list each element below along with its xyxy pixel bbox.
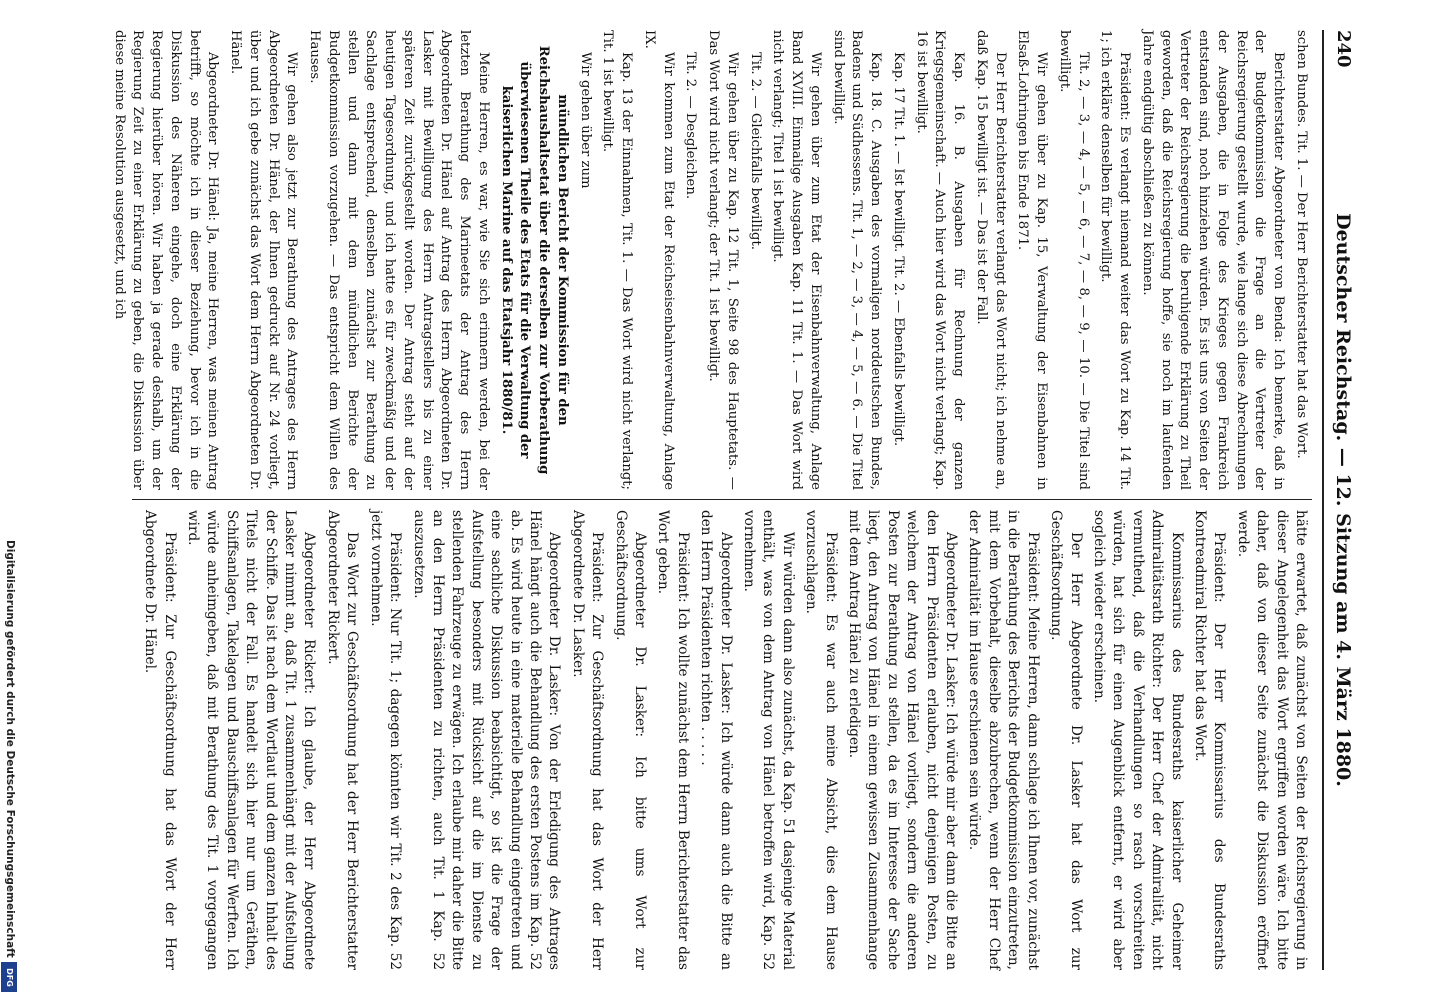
right-paragraph: Der Herr Abgeordnete Dr. Lasker hat das Wort zur Geschäftsordnung. [1048, 510, 1084, 970]
left-paragraph: schen Bundes. Tit. 1. — Der Herr Berichterstatter hat das Wort. [1294, 30, 1309, 459]
left-paragraph: Tit. 2. — Gleichfalls bewilligt. [747, 52, 763, 250]
right-paragraph: Abgeordneter Dr. Lasker: Ich würde dann auch die Bitte an den Herrn Präsidenten richten . . . . . [698, 510, 734, 970]
right-column [136, 510, 1310, 970]
side-credit [2, 540, 18, 995]
right-paragraph: Wir würden dann also zunächst, da Kap. 51 dasjenige Material enthält, was von dem Antrag von Hänel betroffen wird, Kap. 52 vornehmen. [741, 510, 796, 970]
right-paragraph: Präsident: Zur Geschäftsordnung hat das Wort der Herr Abgeordnete Dr. Hänel. [142, 510, 178, 970]
right-paragraph: Kommissarius des Bundesraths kaiserlicher Geheimer Admiralitätsrath Richter: Der Herr Chef der Admiralität, nicht vermuthend, daß die Verhandlungen so rasch vorschreiten würden, hat sich für einen Augenblick entfernt, er wird aber sogleich wieder erscheinen. [1090, 510, 1185, 970]
right-paragraph: Abgeordneter Rickert: Ich glaube, der Herr Abgeordnete Lasker nimmt an, daß Tit. 1 zusammenhängt mit der Aufstellung der Schiffe. Das ist nach dem Wortlaut und dem ganzen Inhalt des Titels nicht der Fall. Es handelt sich hier nur um Geräthen, Schiffsanlagen, Takelagen und Bauschiffsanlagen für Werften. Ich würde anheimgeben, daß mit Berathung des Tit. 1 vorgegangen wird. [185, 510, 318, 970]
left-paragraph: Berichterstatter Abgeordneter von Benda: Ich bemerke, daß in der Budgetkommission die Frage an die Vertreter der Reichsregierung gestellt wurde, wie lange sich diese Abrechnungen der Ausgaben, die in Folge des Krieges gegen Frankreich entstanden sind, noch hinziehen würden. Es ist uns von Seiten der Vertreter der Reichsregierung die beruhigende Erklärung zu Theil geworden, daß die Reichsregierung hoffe, sie noch im laufenden Jahre endgültig abschließen zu können. [1140, 30, 1287, 490]
right-paragraph: hätte erwartet, daß zunächst von Seiten der Reichsregierung in dieser Angelegenheit das Wort ergriffen worden wäre. Ich bitte daher, daß von dieser Seite zunächst die Diskussion eröffnet werde. [1234, 510, 1309, 970]
column-divider [132, 499, 1312, 500]
right-paragraph: Abgeordneter Dr. Lasker: Ich würde mir aber dann die Bitte an den Herrn Präsidenten erlauben, nicht denjenigen Posten, zu welchem der Antrag von Hänel vorliegt, sondern die anderen Posten zur Berathung zu stellen, da es im Interesse der Sache liegt, den Antrag von Hänel in einem gewissen Zusammenhange mit dem Antrag Hänel zu erledigen. [846, 510, 960, 970]
digitization-credit: Digitalisierung gefördert durch die Deutsche Forschungsgemeinschaft [4, 540, 16, 958]
scanned-page [72, 0, 1372, 1000]
right-paragraph: Präsident: Meine Herren, dann schlage ich Ihnen vor, zunächst in die Berathung des Berichts der Budgetkommission einzutreten, mit dem Vorbehalt, dieselbe abzubrechen, wenn der Herr Chef der Admiralität im Hause erschienen sein würde. [966, 510, 1041, 970]
left-paragraph: Wir gehen also jetzt zur Berathung des Antrages des Herrn Abgeordneten Dr. Hänel, der Ihnen gedruckt auf Nr. 24 vorliegt, über und ich gebe zunächst das Wort dem Herrn Abgeordneten Dr. Hänel. [228, 30, 300, 490]
left-paragraph: Wir kommen zum Etat der Reichseisenbahnverwaltung, Anlage IX. [642, 30, 676, 490]
left-paragraph: Kap. 16. B. Ausgaben für Rechnung der ganzen Kriegsgemeinschaft. — Auch hier wird das Wort nicht verlangt; Kap. 16 ist bewilligt. [913, 30, 967, 490]
page-title: Deutscher Reichstag. — 12. Sitzung am 4. März 1880. [1332, 213, 1354, 787]
left-paragraph: Wir gehen über zu Kap. 12 Tit. 1, Seite 98 des Hauptetats. — Das Wort wird nicht verlangt; der Tit. 1 ist bewilligt. [706, 30, 740, 490]
left-paragraph: Wir gehen über zum [577, 52, 593, 189]
right-paragraph: Abgeordneter Dr. Lasker: Ich bitte ums Wort zur Geschäftsordnung. [612, 510, 648, 970]
right-paragraph: Präsident: Nur Tit. 1; dagegen könnten wir Tit. 2 des Kap. 52 jetzt vornehmen. [367, 510, 404, 970]
right-paragraph: Präsident: Ich wollte zunächst dem Herrn Berichterstatter das Wort geben. [655, 510, 691, 970]
right-paragraph: Präsident: Zur Geschäftsordnung hat das Wort der Herr Abgeordnete Dr. Lasker. [569, 510, 606, 970]
right-paragraph: Das Wort zur Geschäftsordnung hat der Herr Berichterstatter Abgeordneter Rickert. [324, 510, 361, 970]
left-column [105, 30, 1310, 490]
running-head [1322, 30, 1358, 970]
dfg-logo-text: DFG [4, 967, 14, 987]
left-paragraph: Präsident: Es verlangt niemand weiter das Wort zu Kap. 14 Tit. 1; ich erkläre denselben für bewilligt. [1098, 30, 1133, 490]
dfg-logo [1, 962, 17, 992]
left-paragraph: Wir gehen über zu Kap. 15, Verwaltung der Eisenbahnen in Elsaß-Lothringen bis Ende 1871. [1015, 30, 1050, 490]
left-paragraph: Kap. 13 der Einnahmen, Tit. 1. — Das Wort wird nicht verlangt; Tit. 1 ist bewilligt. [600, 30, 635, 490]
left-paragraph: Meine Herren, es war, wie Sie sich erinnern werden, bei der letzten Berathung des Marineetats der Antrag des Herrn Abgeordneten Dr. Hänel auf Antrag des Herrn Abgeordneten Dr. Lasker mit Bewilligung des Herrn Antragstellers bis zu einer späteren Zeit zurückgestellt worden. Der Antrag steht auf der heutigen Tagesordnung, und ich hatte es für zweckmäßig und der Sachlage entsprechend, denselben zunächst zur Berathung zu stellen und dann mit dem mündlichen Berichte der Budgetkommission vorzugehen. — Das entspricht dem Willen des Hauses. [307, 30, 491, 490]
left-paragraph: Der Herr Berichterstatter verlangt das Wort nicht; ich nehme an, daß Kap. 15 bewilligt ist. — Das ist der Fall. [974, 30, 1008, 490]
left-paragraph: Abgeordneter Dr. Hänel: Ja, meine Herren, was meinen Antrag betrifft, so möchte ich in dieser Beziehung, bevor ich in die Diskussion des Näheren eingehe, doch eine Erklärung der Regierung hierüber hören. Wir haben ja gerade deshalb, um der Regierung Zeit zu einer Erklärung zu geben, die Diskussion über diese meine Resolution ausgesetzt, und ich [111, 30, 221, 490]
left-paragraph: Tit. 2. — Desgleichen. [683, 52, 699, 200]
right-paragraph: Präsident: Es war auch meine Absicht, dies dem Hause vorzuschlagen. [803, 510, 839, 970]
left-paragraph: Kap. 17 Tit. 1. — Ist bewilligt. Tit. 2. — Ebenfalls bewilligt. [891, 52, 906, 447]
right-paragraph: Präsident: Der Herr Kommissarius des Bundesraths Kontreadmiral Richter hat das Wort. [1191, 510, 1228, 970]
left-paragraph: Wir gehen über zum Etat der Eisenbahnverwaltung, Anlage Band XVIII. Einmalige Ausgaben Kap. 11 Tit. 1. — Das Wort wird nicht verlangt; Titel 1 ist bewilligt. [770, 30, 823, 490]
section-heading: mündlichen Bericht der Kommission für den Reichshaushaltsetat über die derselben zur Vorberathung überwiesenen Theile des Etats für die Verwaltung der kaiserlichen Marine auf das Etatsjahr 1880/81. [498, 45, 570, 475]
left-paragraph: Kap. 18. C. Ausgaben des vormaligen norddeutschen Bundes, Badens und Südhessens. Tit. 1, — 2, — 3, — 4, — 5, — 6. — Die Titel sind bewilligt. [830, 30, 884, 490]
page-number: 240 [1333, 30, 1354, 68]
left-paragraph: Tit. 2, — 3, — 4, — 5, — 6, — 7, — 8, — 9, — 10. — Die Titel sind bewilligt. [1057, 30, 1091, 490]
right-paragraph: Abgeordneter Dr. Lasker: Von der Erledigung des Antrages Hänel hängt auch die Behandlung des ersten Postens im Kap. 52 ab. Es wird heute in eine materielle Behandlung eingetreten und eine sachliche Diskussion beabsichtigt, so ist die Frage der Aufstellung besonders mit Rücksicht auf die im Dienste zu stellenden Fahrzeuge zu erwägen. Ich erlaube mir daher die Bitte an den Herrn Präsidenten zu richten, auch Tit. 1 Kap. 52 auszusetzen. [410, 510, 563, 970]
